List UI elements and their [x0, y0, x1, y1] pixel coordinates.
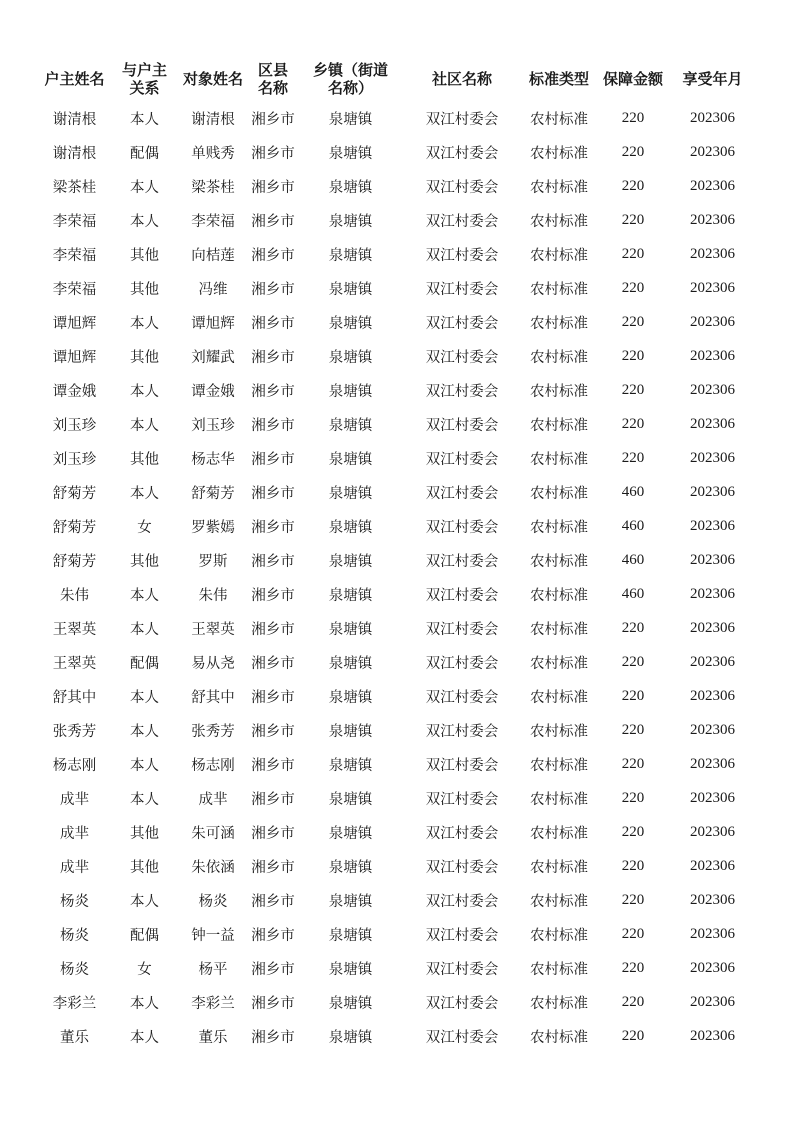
cell-relationship: 其他 — [130, 281, 159, 298]
cell-period: 202306 — [690, 415, 735, 432]
cell-standard-type: 农村标准 — [530, 485, 588, 502]
cell-community: 双江村委会 — [425, 281, 499, 298]
cell-community: 双江村委会 — [425, 655, 499, 672]
cell-period: 202306 — [690, 653, 735, 670]
cell-head-of-household: 成芈 — [60, 859, 89, 876]
cell-community: 双江村委会 — [425, 587, 499, 604]
table-row — [38, 543, 756, 577]
cell-relationship: 本人 — [130, 587, 159, 604]
cell-recipient-name: 舒菊芳 — [191, 485, 235, 502]
cell-county: 湘乡市 — [251, 247, 295, 264]
cell-recipient-name: 向桔莲 — [191, 247, 235, 264]
cell-head-of-household: 舒其中 — [52, 689, 97, 706]
cell-relationship: 其他 — [130, 247, 159, 264]
cell-county: 湘乡市 — [251, 927, 295, 944]
cell-town: 泉塘镇 — [328, 383, 373, 400]
cell-relationship: 本人 — [130, 179, 159, 196]
table-row — [38, 917, 756, 951]
cell-head-of-household: 谢清根 — [52, 145, 97, 162]
cell-relationship: 其他 — [130, 859, 159, 876]
cell-community: 双江村委会 — [425, 179, 499, 196]
cell-community: 双江村委会 — [425, 519, 499, 536]
table-row — [38, 611, 756, 645]
cell-head-of-household: 董乐 — [60, 1029, 89, 1046]
cell-relationship: 本人 — [130, 485, 159, 502]
cell-county: 湘乡市 — [251, 485, 295, 502]
cell-county: 湘乡市 — [251, 893, 295, 910]
cell-town: 泉塘镇 — [328, 247, 373, 264]
cell-county: 湘乡市 — [251, 995, 295, 1012]
table-row — [38, 951, 756, 985]
cell-standard-type: 农村标准 — [530, 791, 588, 808]
cell-standard-type: 农村标准 — [530, 621, 588, 638]
cell-recipient-name: 杨炎 — [198, 893, 228, 910]
cell-town: 泉塘镇 — [328, 995, 373, 1012]
cell-county: 湘乡市 — [251, 519, 295, 536]
table-row — [38, 509, 756, 543]
cell-head-of-household: 朱伟 — [60, 587, 89, 604]
table-row — [38, 373, 756, 407]
cell-relationship: 本人 — [130, 791, 159, 808]
table-row — [38, 645, 756, 679]
header-community: 社区名称 — [431, 70, 492, 88]
cell-county: 湘乡市 — [251, 587, 295, 604]
cell-period: 202306 — [690, 109, 735, 126]
cell-head-of-household: 谭旭辉 — [52, 315, 97, 332]
cell-relationship: 本人 — [130, 689, 159, 706]
table-row — [38, 883, 756, 917]
cell-community: 双江村委会 — [425, 315, 499, 332]
cell-recipient-name: 刘玉珍 — [191, 417, 235, 434]
cell-period: 202306 — [690, 177, 735, 194]
cell-recipient-name: 李荣福 — [191, 213, 235, 230]
cell-standard-type: 农村标准 — [530, 587, 588, 604]
cell-town: 泉塘镇 — [328, 757, 373, 774]
cell-amount: 220 — [621, 449, 645, 466]
table-body — [38, 101, 756, 1053]
cell-period: 202306 — [690, 551, 735, 568]
cell-recipient-name: 朱依涵 — [191, 859, 235, 876]
cell-head-of-household: 王翠英 — [52, 621, 97, 638]
cell-town: 泉塘镇 — [328, 859, 373, 876]
cell-county: 湘乡市 — [251, 689, 295, 706]
table-row — [38, 101, 756, 135]
cell-standard-type: 农村标准 — [530, 349, 588, 366]
cell-period: 202306 — [690, 381, 735, 398]
table-header — [38, 57, 756, 101]
table-row — [38, 339, 756, 373]
cell-amount: 220 — [621, 177, 645, 194]
cell-head-of-household: 舒菊芳 — [52, 519, 97, 536]
cell-town: 泉塘镇 — [328, 417, 373, 434]
cell-county: 湘乡市 — [251, 757, 295, 774]
cell-period: 202306 — [690, 959, 735, 976]
cell-head-of-household: 成芈 — [60, 825, 89, 842]
cell-period: 202306 — [690, 721, 735, 738]
cell-community: 双江村委会 — [425, 893, 499, 910]
cell-standard-type: 农村标准 — [530, 383, 588, 400]
cell-head-of-household: 谭旭辉 — [52, 349, 97, 366]
cell-county: 湘乡市 — [251, 723, 295, 740]
cell-community: 双江村委会 — [425, 485, 499, 502]
table-row — [38, 747, 756, 781]
table-row — [38, 577, 756, 611]
cell-relationship: 本人 — [130, 1029, 159, 1046]
cell-recipient-name: 罗斯 — [198, 553, 228, 570]
cell-relationship: 配偶 — [130, 655, 159, 672]
cell-recipient-name: 谢清根 — [191, 111, 235, 128]
cell-community: 双江村委会 — [425, 213, 499, 230]
table-row — [38, 305, 756, 339]
cell-county: 湘乡市 — [251, 349, 295, 366]
cell-standard-type: 农村标准 — [530, 315, 588, 332]
cell-recipient-name: 舒其中 — [191, 689, 235, 706]
cell-community: 双江村委会 — [425, 689, 499, 706]
cell-head-of-household: 李彩兰 — [52, 995, 97, 1012]
cell-county: 湘乡市 — [251, 859, 295, 876]
header-relationship: 与户主 关系 — [121, 61, 167, 97]
cell-amount: 460 — [621, 517, 645, 534]
header-county: 区县 名称 — [257, 61, 288, 97]
cell-town: 泉塘镇 — [328, 825, 373, 842]
cell-standard-type: 农村标准 — [530, 281, 588, 298]
cell-amount: 220 — [621, 721, 645, 738]
cell-county: 湘乡市 — [251, 1029, 295, 1046]
cell-period: 202306 — [690, 347, 735, 364]
table-row — [38, 985, 756, 1019]
cell-community: 双江村委会 — [425, 349, 499, 366]
cell-amount: 220 — [621, 143, 645, 160]
cell-period: 202306 — [690, 143, 735, 160]
cell-relationship: 本人 — [130, 111, 159, 128]
cell-period: 202306 — [690, 585, 735, 602]
cell-town: 泉塘镇 — [328, 553, 373, 570]
cell-relationship: 其他 — [130, 553, 159, 570]
cell-town: 泉塘镇 — [328, 621, 373, 638]
cell-amount: 220 — [621, 993, 645, 1010]
cell-period: 202306 — [690, 517, 735, 534]
cell-community: 双江村委会 — [425, 791, 499, 808]
cell-county: 湘乡市 — [251, 961, 295, 978]
cell-county: 湘乡市 — [251, 111, 295, 128]
cell-county: 湘乡市 — [251, 621, 295, 638]
cell-town: 泉塘镇 — [328, 315, 373, 332]
cell-amount: 220 — [621, 211, 645, 228]
cell-period: 202306 — [690, 789, 735, 806]
cell-amount: 220 — [621, 347, 645, 364]
cell-recipient-name: 罗紫嫣 — [191, 519, 235, 536]
table-row — [38, 407, 756, 441]
cell-amount: 220 — [621, 245, 645, 262]
cell-community: 双江村委会 — [425, 757, 499, 774]
cell-recipient-name: 张秀芳 — [191, 723, 235, 740]
cell-town: 泉塘镇 — [328, 451, 373, 468]
cell-period: 202306 — [690, 313, 735, 330]
header-period: 享受年月 — [682, 70, 743, 88]
cell-amount: 220 — [621, 959, 645, 976]
cell-amount: 220 — [621, 823, 645, 840]
cell-period: 202306 — [690, 483, 735, 500]
cell-relationship: 本人 — [130, 995, 159, 1012]
cell-relationship: 本人 — [130, 893, 159, 910]
cell-relationship: 女 — [137, 961, 152, 978]
cell-county: 湘乡市 — [251, 825, 295, 842]
cell-recipient-name: 单贱秀 — [191, 145, 235, 162]
cell-standard-type: 农村标准 — [530, 519, 588, 536]
cell-community: 双江村委会 — [425, 859, 499, 876]
cell-period: 202306 — [690, 993, 735, 1010]
table-row — [38, 441, 756, 475]
cell-recipient-name: 杨平 — [198, 961, 228, 978]
cell-community: 双江村委会 — [425, 825, 499, 842]
cell-standard-type: 农村标准 — [530, 825, 588, 842]
cell-relationship: 其他 — [130, 825, 159, 842]
cell-standard-type: 农村标准 — [530, 451, 588, 468]
cell-community: 双江村委会 — [425, 111, 499, 128]
cell-town: 泉塘镇 — [328, 145, 373, 162]
cell-county: 湘乡市 — [251, 213, 295, 230]
cell-standard-type: 农村标准 — [530, 417, 588, 434]
cell-head-of-household: 谢清根 — [52, 111, 97, 128]
table-row — [38, 169, 756, 203]
cell-recipient-name: 杨志华 — [191, 451, 235, 468]
cell-amount: 220 — [621, 925, 645, 942]
cell-recipient-name: 谭金娥 — [191, 383, 235, 400]
cell-town: 泉塘镇 — [328, 587, 373, 604]
cell-town: 泉塘镇 — [328, 689, 373, 706]
cell-county: 湘乡市 — [251, 791, 295, 808]
table-row — [38, 271, 756, 305]
cell-standard-type: 农村标准 — [530, 179, 588, 196]
cell-period: 202306 — [690, 619, 735, 636]
cell-community: 双江村委会 — [425, 961, 499, 978]
cell-recipient-name: 王翠英 — [191, 621, 235, 638]
cell-amount: 220 — [621, 381, 645, 398]
cell-period: 202306 — [690, 687, 735, 704]
cell-recipient-name: 易从尧 — [191, 655, 235, 672]
table-row — [38, 475, 756, 509]
cell-town: 泉塘镇 — [328, 281, 373, 298]
cell-standard-type: 农村标准 — [530, 213, 588, 230]
cell-town: 泉塘镇 — [328, 179, 373, 196]
cell-recipient-name: 朱可涵 — [191, 825, 235, 842]
cell-standard-type: 农村标准 — [530, 893, 588, 910]
cell-standard-type: 农村标准 — [530, 247, 588, 264]
cell-head-of-household: 刘玉珍 — [52, 417, 97, 434]
table-row — [38, 203, 756, 237]
cell-head-of-household: 成芈 — [60, 791, 89, 808]
cell-amount: 460 — [621, 483, 645, 500]
cell-amount: 220 — [621, 857, 645, 874]
cell-head-of-household: 杨炎 — [60, 961, 89, 978]
cell-standard-type: 农村标准 — [530, 553, 588, 570]
cell-community: 双江村委会 — [425, 451, 499, 468]
cell-county: 湘乡市 — [251, 281, 295, 298]
cell-community: 双江村委会 — [425, 145, 499, 162]
cell-town: 泉塘镇 — [328, 655, 373, 672]
cell-community: 双江村委会 — [425, 553, 499, 570]
cell-county: 湘乡市 — [251, 145, 295, 162]
cell-community: 双江村委会 — [425, 383, 499, 400]
cell-standard-type: 农村标准 — [530, 757, 588, 774]
header-amount: 保障金额 — [602, 70, 663, 88]
cell-period: 202306 — [690, 1027, 735, 1044]
cell-head-of-household: 张秀芳 — [52, 723, 97, 740]
cell-period: 202306 — [690, 925, 735, 942]
cell-community: 双江村委会 — [425, 927, 499, 944]
cell-county: 湘乡市 — [251, 417, 295, 434]
cell-head-of-household: 舒菊芳 — [52, 485, 97, 502]
cell-head-of-household: 杨炎 — [60, 893, 89, 910]
cell-standard-type: 农村标准 — [530, 723, 588, 740]
cell-period: 202306 — [690, 891, 735, 908]
header-recipient-name: 对象姓名 — [182, 70, 243, 88]
cell-amount: 220 — [621, 891, 645, 908]
cell-amount: 220 — [621, 653, 645, 670]
cell-amount: 220 — [621, 687, 645, 704]
cell-head-of-household: 谭金娥 — [52, 383, 97, 400]
cell-recipient-name: 杨志刚 — [191, 757, 235, 774]
cell-recipient-name: 朱伟 — [198, 587, 228, 604]
cell-town: 泉塘镇 — [328, 893, 373, 910]
cell-relationship: 配偶 — [130, 927, 159, 944]
cell-standard-type: 农村标准 — [530, 655, 588, 672]
cell-amount: 220 — [621, 415, 645, 432]
cell-town: 泉塘镇 — [328, 519, 373, 536]
cell-head-of-household: 李荣福 — [52, 213, 97, 230]
cell-head-of-household: 杨志刚 — [52, 757, 97, 774]
header-town: 乡镇（街道 名称） — [312, 61, 388, 97]
header-standard-type: 标准类型 — [528, 70, 589, 88]
cell-period: 202306 — [690, 279, 735, 296]
header-head-of-household: 户主姓名 — [44, 70, 105, 88]
cell-head-of-household: 李荣福 — [52, 247, 97, 264]
cell-relationship: 本人 — [130, 383, 159, 400]
header-row — [38, 57, 756, 101]
cell-amount: 220 — [621, 755, 645, 772]
cell-recipient-name: 刘耀武 — [191, 349, 235, 366]
cell-town: 泉塘镇 — [328, 723, 373, 740]
cell-town: 泉塘镇 — [328, 349, 373, 366]
cell-head-of-household: 刘玉珍 — [52, 451, 97, 468]
table-row — [38, 679, 756, 713]
table-row — [38, 135, 756, 169]
cell-amount: 220 — [621, 109, 645, 126]
cell-recipient-name: 成芈 — [198, 791, 228, 808]
cell-relationship: 本人 — [130, 621, 159, 638]
cell-relationship: 其他 — [130, 451, 159, 468]
cell-standard-type: 农村标准 — [530, 1029, 588, 1046]
cell-standard-type: 农村标准 — [530, 111, 588, 128]
cell-head-of-household: 舒菊芳 — [52, 553, 97, 570]
cell-recipient-name: 李彩兰 — [191, 995, 235, 1012]
cell-town: 泉塘镇 — [328, 213, 373, 230]
cell-relationship: 本人 — [130, 315, 159, 332]
cell-standard-type: 农村标准 — [530, 961, 588, 978]
cell-relationship: 其他 — [130, 349, 159, 366]
table-row — [38, 237, 756, 271]
cell-relationship: 女 — [137, 519, 152, 536]
cell-period: 202306 — [690, 755, 735, 772]
table-row — [38, 1019, 756, 1053]
cell-town: 泉塘镇 — [328, 485, 373, 502]
cell-community: 双江村委会 — [425, 1029, 499, 1046]
cell-county: 湘乡市 — [251, 451, 295, 468]
cell-relationship: 配偶 — [130, 145, 159, 162]
cell-community: 双江村委会 — [425, 417, 499, 434]
table-row — [38, 713, 756, 747]
table-row — [38, 781, 756, 815]
cell-period: 202306 — [690, 857, 735, 874]
cell-county: 湘乡市 — [251, 655, 295, 672]
cell-recipient-name: 冯维 — [198, 281, 228, 298]
assistance-roster-table — [38, 57, 756, 1053]
cell-recipient-name: 梁茶桂 — [191, 179, 235, 196]
cell-relationship: 本人 — [130, 757, 159, 774]
cell-community: 双江村委会 — [425, 995, 499, 1012]
cell-standard-type: 农村标准 — [530, 689, 588, 706]
cell-amount: 220 — [621, 313, 645, 330]
cell-period: 202306 — [690, 823, 735, 840]
cell-recipient-name: 谭旭辉 — [191, 315, 235, 332]
cell-community: 双江村委会 — [425, 723, 499, 740]
table-row — [38, 815, 756, 849]
cell-county: 湘乡市 — [251, 315, 295, 332]
cell-amount: 220 — [621, 279, 645, 296]
cell-standard-type: 农村标准 — [530, 859, 588, 876]
cell-relationship: 本人 — [130, 213, 159, 230]
cell-relationship: 本人 — [130, 723, 159, 740]
cell-period: 202306 — [690, 211, 735, 228]
cell-community: 双江村委会 — [425, 621, 499, 638]
cell-head-of-household: 杨炎 — [60, 927, 89, 944]
cell-town: 泉塘镇 — [328, 927, 373, 944]
table-row — [38, 849, 756, 883]
cell-town: 泉塘镇 — [328, 111, 373, 128]
cell-recipient-name: 董乐 — [198, 1029, 228, 1046]
cell-head-of-household: 李荣福 — [52, 281, 97, 298]
cell-town: 泉塘镇 — [328, 1029, 373, 1046]
cell-relationship: 本人 — [130, 417, 159, 434]
cell-period: 202306 — [690, 245, 735, 262]
cell-amount: 460 — [621, 551, 645, 568]
cell-town: 泉塘镇 — [328, 961, 373, 978]
cell-amount: 460 — [621, 585, 645, 602]
cell-amount: 220 — [621, 1027, 645, 1044]
cell-head-of-household: 梁茶桂 — [52, 179, 97, 196]
cell-county: 湘乡市 — [251, 553, 295, 570]
cell-standard-type: 农村标准 — [530, 145, 588, 162]
cell-community: 双江村委会 — [425, 247, 499, 264]
cell-standard-type: 农村标准 — [530, 995, 588, 1012]
cell-period: 202306 — [690, 449, 735, 466]
cell-standard-type: 农村标准 — [530, 927, 588, 944]
cell-head-of-household: 王翠英 — [52, 655, 97, 672]
cell-county: 湘乡市 — [251, 179, 295, 196]
cell-town: 泉塘镇 — [328, 791, 373, 808]
cell-amount: 220 — [621, 789, 645, 806]
cell-amount: 220 — [621, 619, 645, 636]
cell-county: 湘乡市 — [251, 383, 295, 400]
cell-recipient-name: 钟一益 — [191, 927, 235, 944]
